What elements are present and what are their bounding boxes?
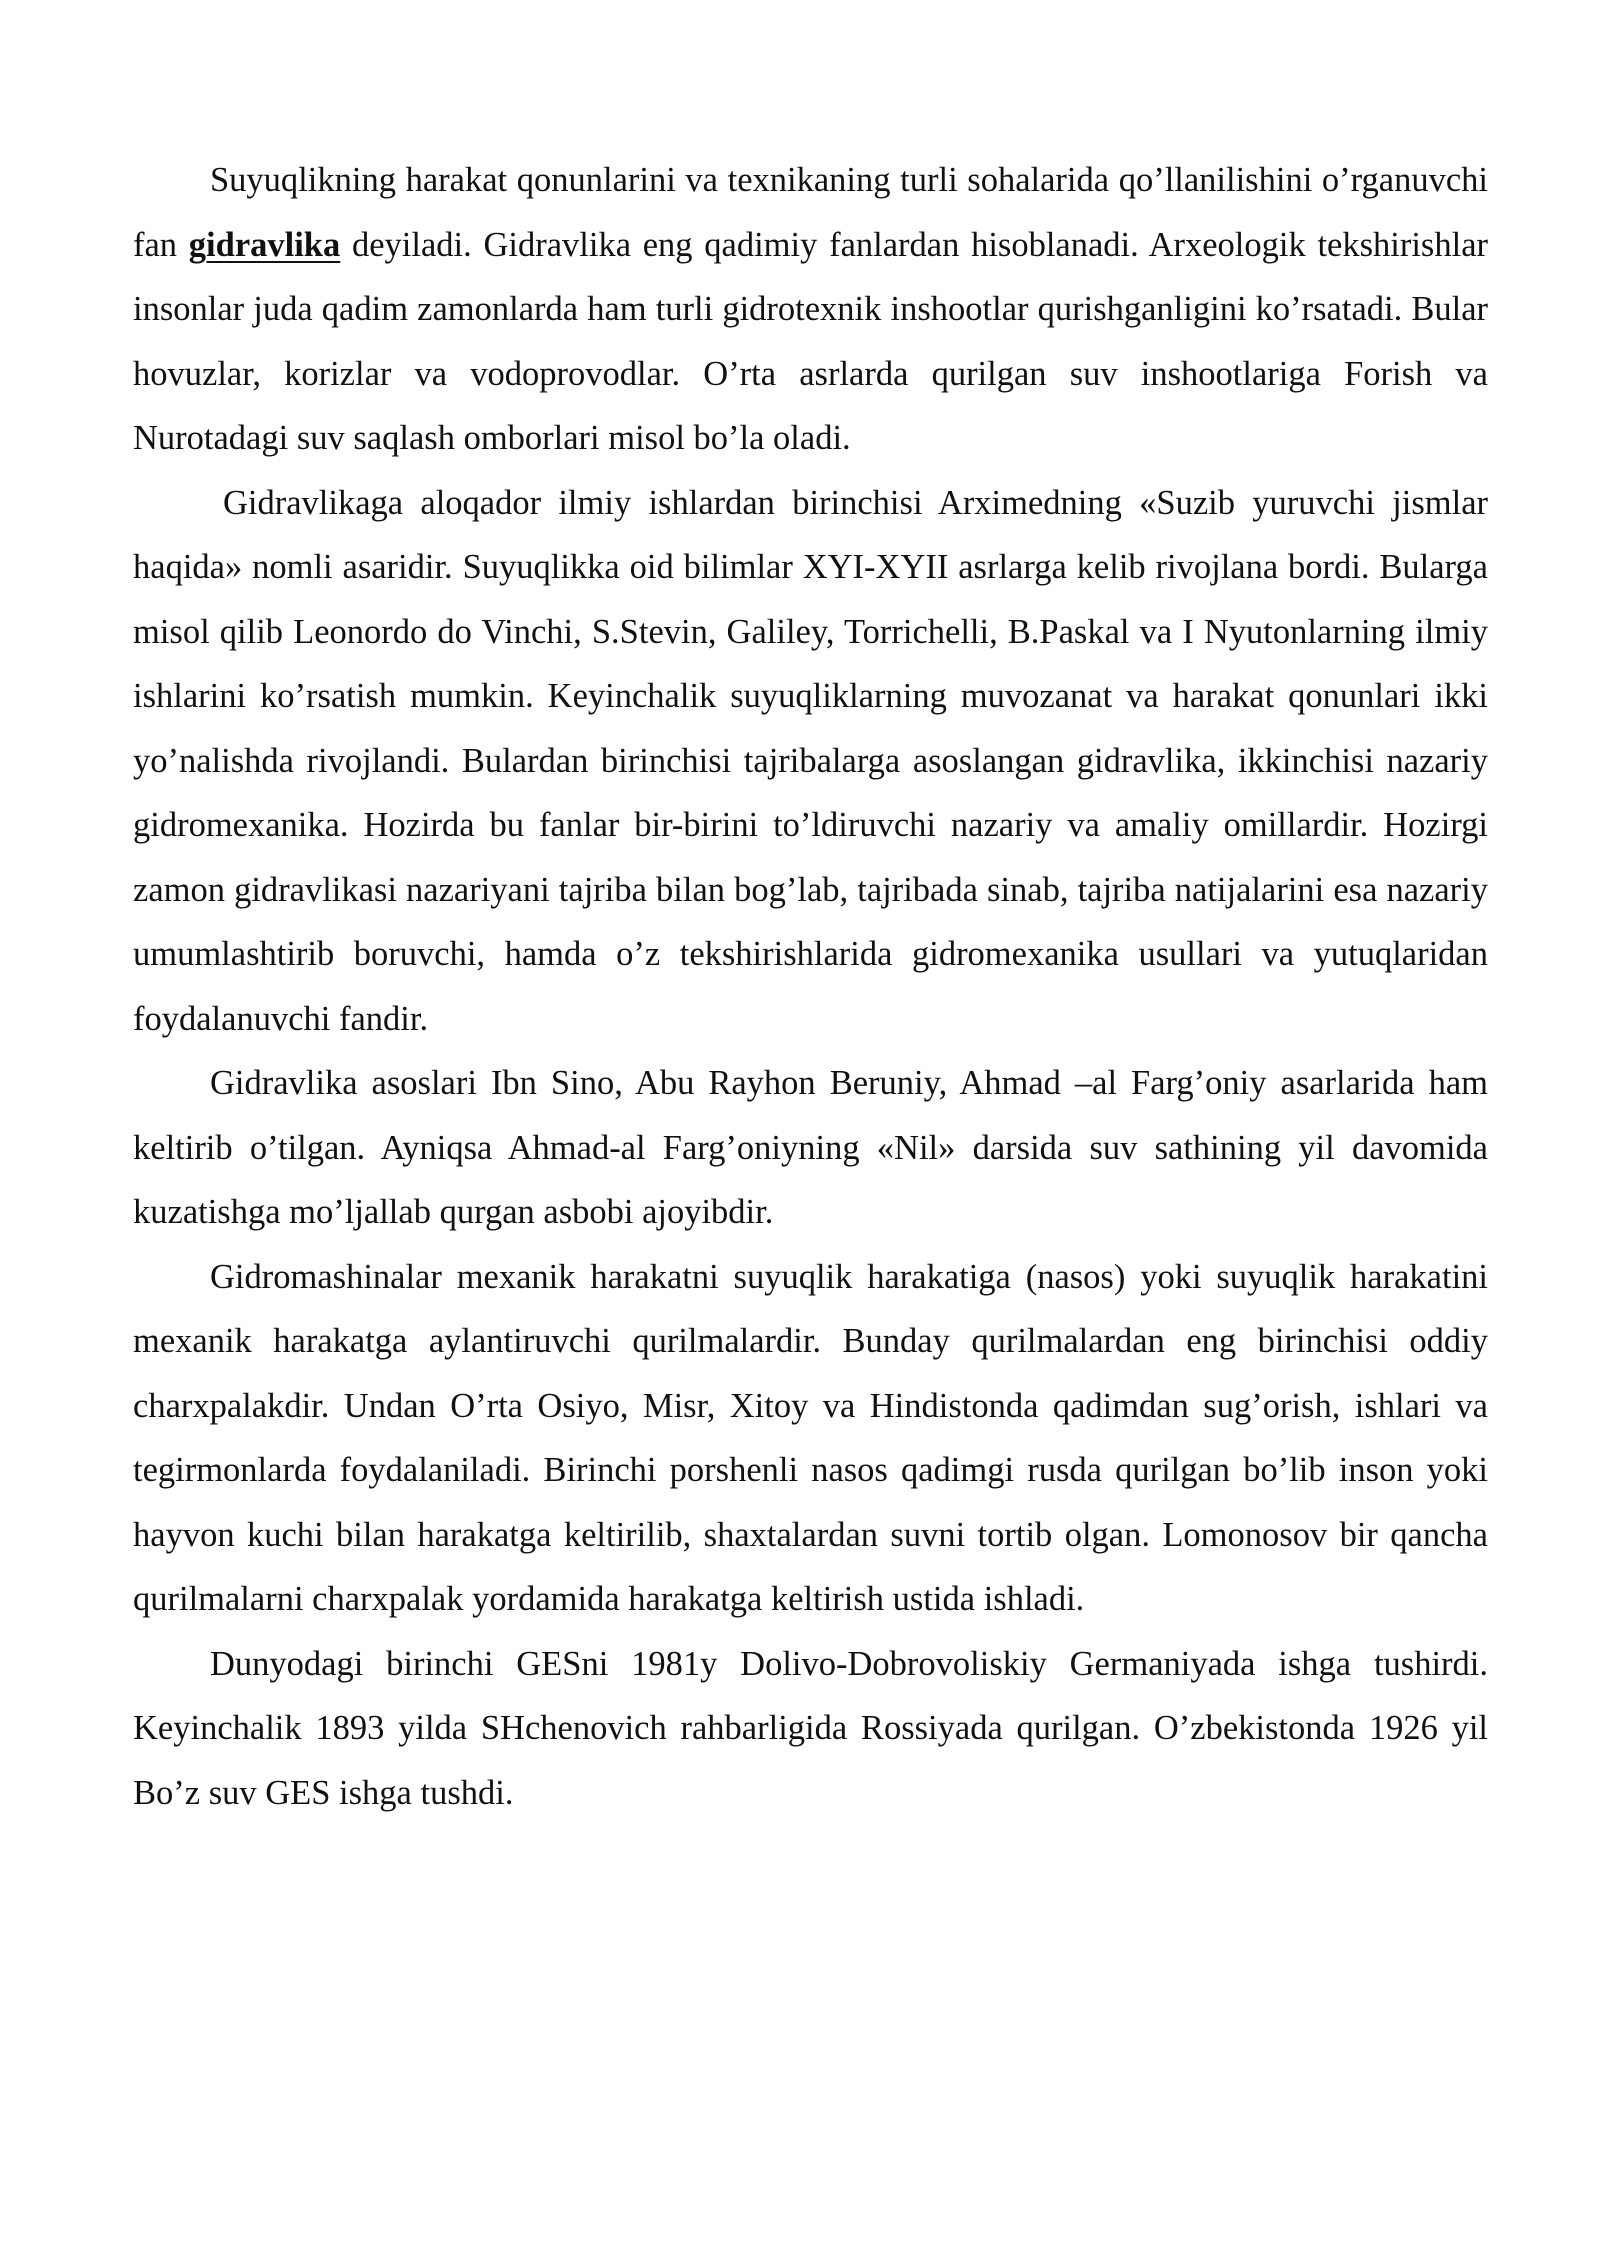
document-body	[133, 148, 1488, 1825]
key-term-gidravlika: gidravlika	[188, 225, 341, 264]
paragraph-first-hydropower-plants: Dunyodagi birinchi GESni 1981y Dolivo-Dobrovoliskiy Germaniyada ishga tushirdi. Keyinchalik 1893 yilda SHchenovich rahbarligida Rossiyada qurilgan. O’zbekistonda 1926 yil Bo’z suv GES ishga tushdi.	[133, 1644, 1488, 1812]
paragraph-eastern-scholars: Gidravlika asoslari Ibn Sino, Abu Rayhon Beruniy, Ahmad –al Farg’oniy asarlarida ham keltirib o’tilgan. Ayniqsa Ahmad-al Farg’oniyning «Nil» darsida suv sathining yil davomida kuzatishga mo’ljallab qurgan asbobi ajoyibdir.	[133, 1064, 1488, 1231]
paragraph-hydraulic-machines: Gidromashinalar mexanik harakatni suyuqlik harakatiga (nasos) yoki suyuqlik harakatini mexanik harakatga aylantiruvchi qurilmalardir. Bunday qurilmalardan eng birinchisi oddiy charxpalakdir. Undan O’rta Osiyo, Misr, Xitoy va Hindistonda qadimdan sug’orish, ishlari va tegirmonlarda foydalaniladi. Birinchi porshenli nasos qadimgi rusda qurilgan bo’lib inson yoki hayvon kuchi bilan harakatga keltirilib, shaxtalardan suvni tortib olgan. Lomonosov bir qancha qurilmalarni charxpalak yordamida harakatga keltirish ustida ishladi.	[133, 1257, 1488, 1618]
paragraph-history-of-science: Gidravlikaga aloqador ilmiy ishlardan birinchisi Arximedning «Suzib yuruvchi jismlar haqida» nomli asaridir. Suyuqlikka oid bilimlar XYI-XYII asrlarga kelib rivojlana bordi. Bularga misol qilib Leonordo do Vinchi, S.Stevin, Galiley, Torrichelli, B.Paskal va I Nyutonlarning ilmiy ishlarini ko’rsatish mumkin. Keyinchalik suyuqliklarning muvozanat va harakat qonunlari ikki yo’nalishda rivojlandi. Bulardan birinchisi tajribalarga asoslangan gidravlika, ikkinchisi nazariy gidromexanika. Hozirda bu fanlar bir-birini to’ldiruvchi nazariy va amaliy omillardir. Hozirgi zamon gidravlikasi nazariyani tajriba bilan bog’lab, tajribada sinab, tajriba natijalarini esa nazariy umumlashtirib boruvchi, hamda o’z tekshirishlarida gidromexanika usullari va yutuqlaridan foydalanuvchi fandir.	[133, 483, 1488, 1038]
paragraph-text: Suyuqlikning harakat qonunlarini va texnikaning turli sohalarida qo’llanilishini o’rganuvchi fan	[133, 161, 1488, 264]
paragraph-hydraulics-definition	[133, 148, 1488, 471]
paragraph-text: deyiladi. Gidravlika eng qadimiy fanlardan hisoblanadi. Arxeologik tekshirishlar insonlar juda qadim zamonlarda ham turli gidrotexnik inshootlar qurishganligini ko’rsatadi. Bular hovuzlar, korizlar va vodoprovodlar. O’rta asrlarda qurilgan suv inshootlariga Forish va Nurotadagi suv saqlash omborlari misol bo’la oladi.	[133, 225, 1488, 457]
